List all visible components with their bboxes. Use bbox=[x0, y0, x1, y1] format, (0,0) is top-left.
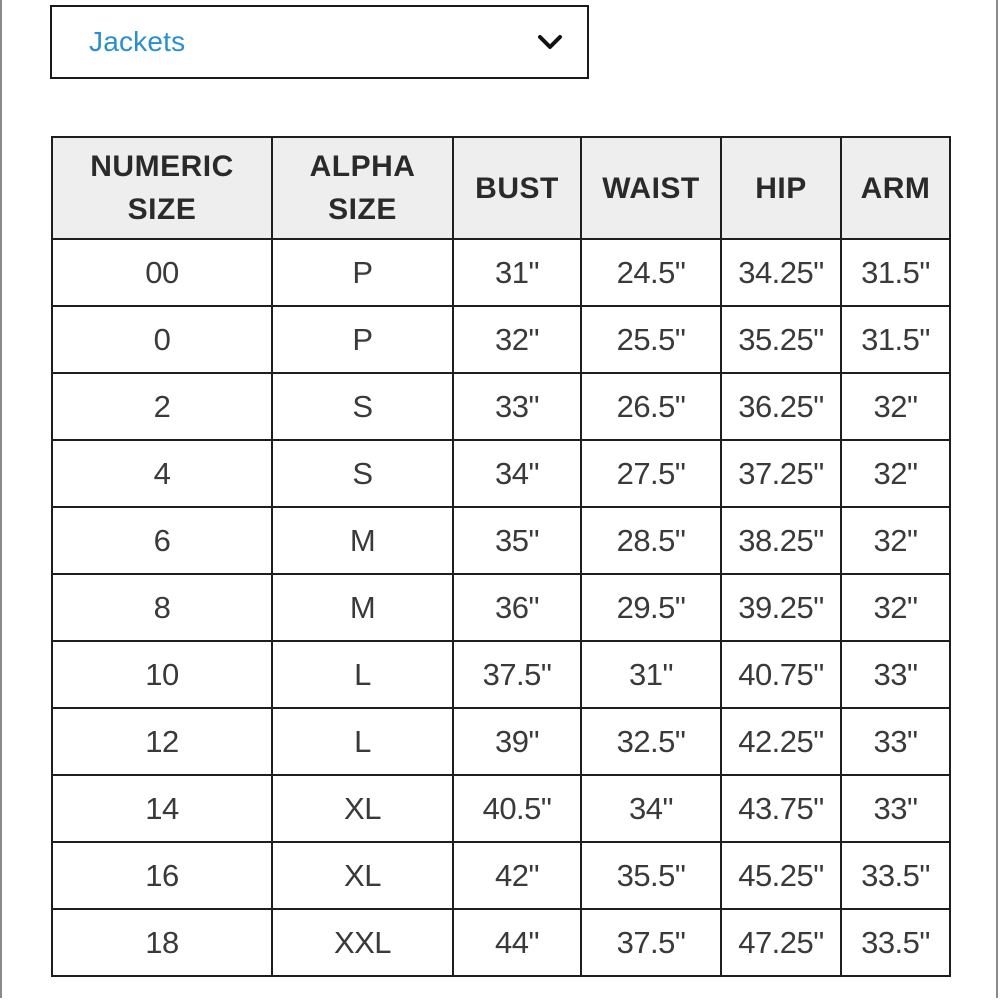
cell-numeric-size: 8 bbox=[52, 574, 272, 641]
cell-waist: 24.5" bbox=[581, 239, 721, 306]
cell-bust: 34" bbox=[453, 440, 581, 507]
category-select-value: Jackets bbox=[89, 26, 186, 57]
cell-hip: 36.25" bbox=[721, 373, 841, 440]
cell-hip: 45.25" bbox=[721, 842, 841, 909]
cell-bust: 31" bbox=[453, 239, 581, 306]
cell-arm: 32" bbox=[841, 574, 950, 641]
cell-arm: 33" bbox=[841, 708, 950, 775]
cell-numeric-size: 14 bbox=[52, 775, 272, 842]
table-row bbox=[52, 775, 950, 842]
cell-bust: 39" bbox=[453, 708, 581, 775]
cell-hip: 47.25" bbox=[721, 909, 841, 976]
table-row bbox=[52, 306, 950, 373]
cell-arm: 33" bbox=[841, 641, 950, 708]
header-hip bbox=[721, 137, 841, 239]
cell-bust: 36" bbox=[453, 574, 581, 641]
cell-waist: 31" bbox=[581, 641, 721, 708]
cell-numeric-size: 12 bbox=[52, 708, 272, 775]
cell-waist: 35.5" bbox=[581, 842, 721, 909]
header-text: BUST bbox=[475, 171, 559, 205]
cell-bust: 32" bbox=[453, 306, 581, 373]
cell-alpha-size: S bbox=[272, 373, 453, 440]
table-header-row bbox=[52, 137, 950, 239]
cell-arm: 31.5" bbox=[841, 306, 950, 373]
header-waist bbox=[581, 137, 721, 239]
header-text: SIZE bbox=[328, 193, 397, 226]
table-row bbox=[52, 574, 950, 641]
cell-bust: 33" bbox=[453, 373, 581, 440]
header-text: HIP bbox=[755, 171, 807, 205]
cell-alpha-size: M bbox=[272, 507, 453, 574]
cell-waist: 34" bbox=[581, 775, 721, 842]
table-row bbox=[52, 239, 950, 306]
cell-numeric-size: 16 bbox=[52, 842, 272, 909]
cell-hip: 34.25" bbox=[721, 239, 841, 306]
header-numeric-size bbox=[52, 137, 272, 239]
cell-numeric-size: 2 bbox=[52, 373, 272, 440]
cell-numeric-size: 6 bbox=[52, 507, 272, 574]
cell-bust: 42" bbox=[453, 842, 581, 909]
cell-arm: 32" bbox=[841, 373, 950, 440]
cell-hip: 39.25" bbox=[721, 574, 841, 641]
table-row bbox=[52, 909, 950, 976]
cell-hip: 35.25" bbox=[721, 306, 841, 373]
cell-alpha-size: L bbox=[272, 708, 453, 775]
cell-waist: 26.5" bbox=[581, 373, 721, 440]
cell-arm: 33.5" bbox=[841, 842, 950, 909]
table-row bbox=[52, 373, 950, 440]
cell-alpha-size: P bbox=[272, 239, 453, 306]
cell-alpha-size: XL bbox=[272, 842, 453, 909]
table-body bbox=[52, 239, 950, 976]
header-arm bbox=[841, 137, 950, 239]
header-bust bbox=[453, 137, 581, 239]
cell-numeric-size: 00 bbox=[52, 239, 272, 306]
cell-waist: 32.5" bbox=[581, 708, 721, 775]
cell-alpha-size: P bbox=[272, 306, 453, 373]
header-text: NUMERIC bbox=[90, 150, 234, 183]
size-chart-table bbox=[51, 136, 951, 977]
table-row bbox=[52, 842, 950, 909]
header-alpha-size bbox=[272, 137, 453, 239]
cell-waist: 27.5" bbox=[581, 440, 721, 507]
cell-arm: 32" bbox=[841, 507, 950, 574]
cell-arm: 31.5" bbox=[841, 239, 950, 306]
cell-alpha-size: XL bbox=[272, 775, 453, 842]
cell-waist: 28.5" bbox=[581, 507, 721, 574]
cell-arm: 32" bbox=[841, 440, 950, 507]
cell-waist: 29.5" bbox=[581, 574, 721, 641]
cell-alpha-size: L bbox=[272, 641, 453, 708]
cell-bust: 44" bbox=[453, 909, 581, 976]
category-select[interactable] bbox=[50, 5, 589, 79]
cell-numeric-size: 10 bbox=[52, 641, 272, 708]
cell-hip: 43.75" bbox=[721, 775, 841, 842]
header-text: ALPHA bbox=[309, 150, 416, 183]
table-row bbox=[52, 708, 950, 775]
cell-hip: 42.25" bbox=[721, 708, 841, 775]
cell-waist: 25.5" bbox=[581, 306, 721, 373]
table-row bbox=[52, 507, 950, 574]
cell-arm: 33" bbox=[841, 775, 950, 842]
table-row bbox=[52, 641, 950, 708]
table-row bbox=[52, 440, 950, 507]
cell-bust: 37.5" bbox=[453, 641, 581, 708]
cell-hip: 40.75" bbox=[721, 641, 841, 708]
cell-alpha-size: S bbox=[272, 440, 453, 507]
cell-numeric-size: 18 bbox=[52, 909, 272, 976]
header-text: SIZE bbox=[127, 193, 197, 226]
cell-hip: 38.25" bbox=[721, 507, 841, 574]
cell-numeric-size: 4 bbox=[52, 440, 272, 507]
header-text: WAIST bbox=[602, 171, 700, 205]
cell-alpha-size: M bbox=[272, 574, 453, 641]
cell-arm: 33.5" bbox=[841, 909, 950, 976]
cell-hip: 37.25" bbox=[721, 440, 841, 507]
header-text: ARM bbox=[860, 171, 931, 205]
cell-numeric-size: 0 bbox=[52, 306, 272, 373]
chevron-down-icon[interactable] bbox=[537, 33, 563, 51]
cell-bust: 35" bbox=[453, 507, 581, 574]
cell-alpha-size: XXL bbox=[272, 909, 453, 976]
cell-bust: 40.5" bbox=[453, 775, 581, 842]
cell-waist: 37.5" bbox=[581, 909, 721, 976]
